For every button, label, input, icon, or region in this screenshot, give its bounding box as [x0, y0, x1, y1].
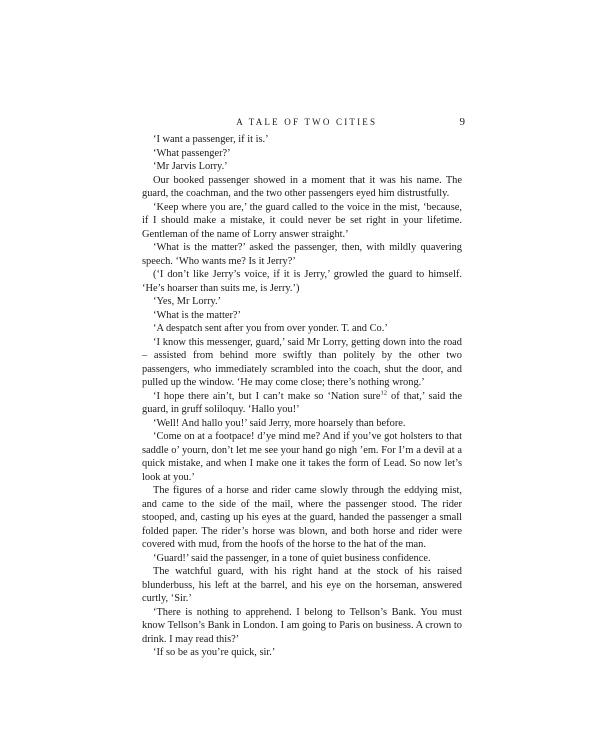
paragraph: ‘A despatch sent after you from over yonder. T. and Co.’ [153, 323, 388, 334]
paragraph: ‘Come on at a footpace! d’ye mind me? And if you’ve got holsters to that saddle o’ yourn, don’t let me see your hand go nigh ’em. For I’m a devil at a quick mistake, and when I make one it takes the form of Lead. So now let’s look at you.’ [142, 431, 462, 483]
paragraph: ‘Mr Jarvis Lorry.’ [153, 161, 228, 172]
paragraph: ‘Well! And hallo you!’ said Jerry, more hoarsely than before. [153, 417, 406, 429]
paragraph: ‘I know this messenger, guard,’ said Mr Lorry, getting down into the road – assisted from behind more swiftly than politely by the other two passengers, who immediately scrambled into the coach, shut the door, and pulled up the window. ‘He may come close; there’s nothing wrong.’ [142, 336, 462, 388]
paragraph [142, 390, 462, 417]
paragraph: ‘Keep where you are,’ the guard called to the voice in the mist, ‘because, if I should make a mistake, it could never be set right in your lifetime. Gentleman of the name of Lorry answer straight.’ [142, 201, 462, 240]
paragraph: The watchful guard, with his right hand at the stock of his raised blunderbuss, his left at the barrel, and his eye on the horseman, answered curtly, ‘Sir.’ [142, 566, 462, 604]
running-head [140, 116, 465, 128]
paragraph: ‘If so be as you’re quick, sir.’ [153, 647, 276, 658]
paragraph: ‘There is nothing to apprehend. I belong to Tellson’s Bank. You must know Tellson’s Bank in London. I am going to Paris on business. A crown to drink. I may read this?’ [142, 606, 462, 645]
page-number: 9 [459, 116, 465, 128]
paragraph: The figures of a horse and rider came slowly through the eddying mist, and came to the side of the mail, where the passenger stood. The rider stooped, and, casting up his eyes at the guard, handed the passenger a small folded paper. The rider’s horse was blown, and both horse and rider were covered with mud, from the hoofs of the horse to the hat of the man. [142, 485, 462, 550]
paragraph: ‘What passenger?’ [153, 147, 231, 159]
paragraph: Our booked passenger showed in a moment that it was his name. The guard, the coachman, and the two other passengers eyed him distrustfully. [142, 174, 462, 199]
paragraph: ‘What is the matter?’ asked the passenger, then, with mildly quavering speech. ‘Who wants me? Is it Jerry?’ [142, 242, 462, 267]
paragraph: ‘What is the matter?’ [153, 309, 241, 321]
running-title: A TALE OF TWO CITIES [236, 117, 378, 127]
paragraph-text: ‘I hope there ain’t, but I can’t make so ‘Nation sure [153, 390, 381, 402]
footnote-reference[interactable]: 12 [380, 389, 388, 397]
paragraph-text: of that,’ said the guard, in gruff soliloquy. ‘Hallo you!’ [142, 390, 462, 415]
body-text [142, 133, 462, 660]
paragraph: ‘Guard!’ said the passenger, in a tone of quiet business confidence. [153, 552, 431, 564]
paragraph: (‘I don’t like Jerry’s voice, if it is Jerry,’ growled the guard to himself. ‘He’s hoarser than suits me, is Jerry.’) [142, 269, 462, 294]
paragraph: ‘I want a passenger, if it is.’ [153, 134, 269, 145]
paragraph: ‘Yes, Mr Lorry.’ [153, 296, 222, 307]
